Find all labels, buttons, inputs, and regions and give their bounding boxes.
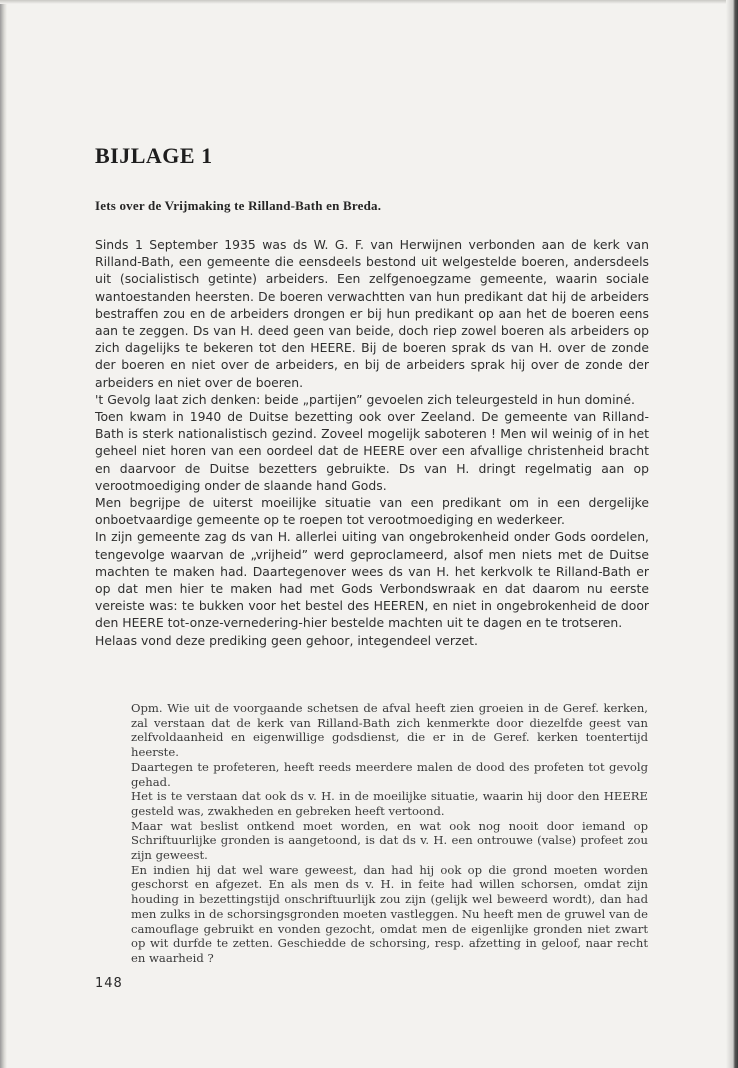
body-paragraph: 't Gevolg laat zich denken: beide „partijen” gevoelen zich teleurgesteld in hun dominé. bbox=[95, 391, 635, 407]
page-edge-top bbox=[0, 0, 738, 4]
body-text bbox=[95, 236, 649, 649]
body-paragraph: Sinds 1 September 1935 was ds W. G. F. van Herwijnen verbonden aan de kerk van Rilland-Bath, een gemeente die eensdeels bestond uit welgestelde boeren, andersdeels uit (socialistisch getinte) arbeiders. Een zelfgenoegzame gemeente, waarin sociale wantoestanden heersten. De boeren verwachtten van hun predikant dat hij de arbeiders bestraffen zou en de arbeiders drongen er bij hun predikant op aan het de boeren eens aan te zeggen. Ds van H. deed geen van beide, doch riep zowel boeren als arbeiders op zich dagelijks te bekeren tot den HEERE. Bij de boeren sprak ds van H. over de zonde der boeren en niet over de arbeiders, en bij de arbeiders sprak hij over de zonde der arbeiders en niet over de boeren. bbox=[95, 237, 649, 390]
note-paragraph: En indien hij dat wel ware geweest, dan had hij ook op die grond moeten worden geschorst en afgezet. En als men ds v. H. in feite had willen schorsen, omdat zijn houding in bezettingstijd onschriftuurlijk zou zijn (gelijk wel beweerd wordt), dan had men zulks in de schorsingsgronden moeten vastleggen. Nu heeft men de gruwel van de camouflage gebruikt en vonden gezocht, omdat men de eigenlijke gronden niet zwart op wit durfde te zetten. Geschiedde de schorsing, resp. afzetting in geloof, naar recht en waarheid ? bbox=[131, 862, 648, 965]
body-paragraph: Men begrijpe de uiterst moeilijke situatie van een predikant om in een dergelijke onboetvaardige gemeente op te roepen tot verootmoediging en wederkeer. bbox=[95, 495, 649, 528]
body-paragraph: Helaas vond deze prediking geen gehoor, integendeel verzet. bbox=[95, 632, 478, 648]
note-paragraph: Maar wat beslist ontkend moet worden, en wat ook nog nooit door iemand op Schriftuurlijke gronden is aangetoond, is dat ds v. H. een ontrouwe (valse) profeet zou zijn geweest. bbox=[131, 818, 648, 863]
note-paragraph: Het is te verstaan dat ook ds v. H. in de moeilijke situatie, waarin hij door den HEERE gesteld was, zwakheden en gebreken heeft vertoond. bbox=[131, 789, 648, 818]
body-paragraph: In zijn gemeente zag ds van H. allerlei uiting van ongebrokenheid onder Gods oordelen, tengevolge waarvan de „vrijheid” werd geproclameerd, alsof men niets met de Duitse machten te maken had. Daartegenover wees ds van H. het kerkvolk te Rilland-Bath er op dat men hier te maken had met Gods Verbondswraak en dat daarom nu eerste vereiste was: te bukken voor het bestel des HEEREN, en niet in ongebrokenheid de door den HEERE tot-onze-vernedering-hier bestelde machten uit te dagen en te trotseren. bbox=[95, 529, 649, 631]
page-edge-left bbox=[0, 0, 7, 1068]
note-paragraph: Daartegen te profeteren, heeft reeds meerdere malen de dood des profeten tot gevolg gehad. bbox=[131, 759, 648, 789]
page-edge-right bbox=[726, 0, 738, 1068]
section-subtitle: Iets over de Vrijmaking te Rilland-Bath en Breda. bbox=[95, 198, 382, 213]
body-paragraph: Toen kwam in 1940 de Duitse bezetting ook over Zeeland. De gemeente van Rilland-Bath is sterk nationalistisch gezind. Zoveel mogelijk saboteren ! Men wil weinig of in het geheel niet horen van een oordeel dat de HEERE over een afvallige christenheid bracht en daarvoor de Duitse bezetters gebruikte. Ds van H. dringt regelmatig aan op verootmoediging onder de slaande hand Gods. bbox=[95, 409, 649, 493]
page-title: BIJLAGE 1 bbox=[95, 143, 213, 168]
note-block bbox=[131, 701, 648, 966]
page-number: 148 bbox=[95, 976, 123, 991]
note-paragraph: Opm. Wie uit de voorgaande schetsen de afval heeft zien groeien in de Geref. kerken, zal verstaan dat de kerk van Rilland-Bath zich kenmerkte door diezelfde geest van zelfvoldaanheid en eigenwillige godsdienst, die er in de Geref. kerken toentertijd heerste. bbox=[131, 701, 648, 760]
